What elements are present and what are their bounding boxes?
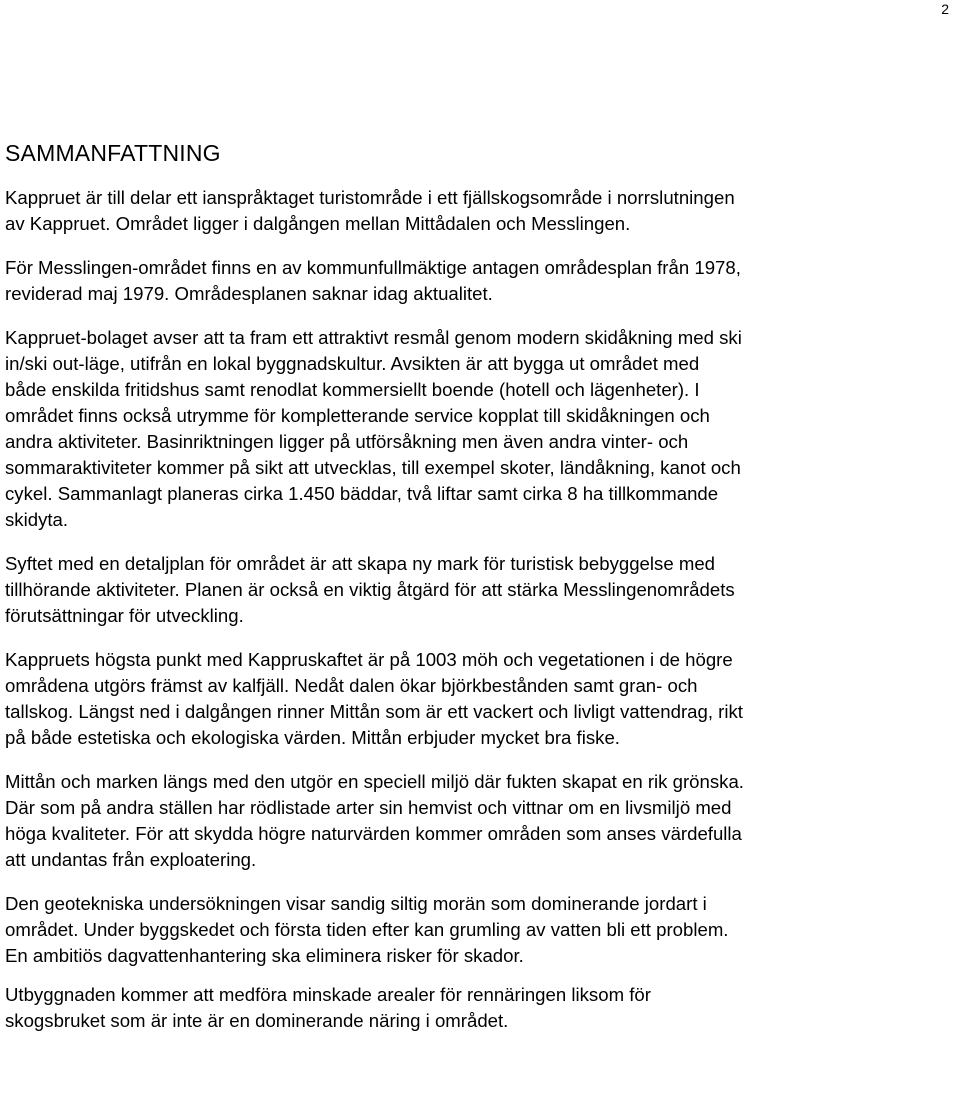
text-line: sommaraktiviteter kommer på sikt att utvecklas, till exempel skoter, ländåkning, kanot och: [5, 457, 741, 478]
page-number: 2: [941, 1, 949, 17]
section-heading: SAMMANFATTNING: [5, 140, 221, 166]
paragraph-development-intent: [5, 325, 955, 533]
text-line: reviderad maj 1979. Områdesplanen saknar idag aktualitet.: [5, 283, 493, 304]
paragraph-vegetation: [5, 647, 955, 751]
text-line: Där som på andra ställen har rödlistade arter sin hemvist och vittnar om en livsmiljö med: [5, 797, 732, 818]
text-line: förutsättningar för utveckling.: [5, 605, 244, 626]
text-line: andra aktiviteter. Basinriktningen ligger på utförsåkning men även andra vinter- och: [5, 431, 689, 452]
text-line: höga kvaliteter. För att skydda högre naturvärden kommer områden som anses värdefulla: [5, 823, 742, 844]
text-line: både enskilda fritidshus samt renodlat kommersiellt boende (hotell och lägenheter). I: [5, 379, 700, 400]
paragraph-purpose: [5, 551, 955, 629]
text-line: Kappruet-bolaget avser att ta fram ett attraktivt resmål genom modern skidåkning med ski: [5, 327, 742, 348]
text-line: området finns också utrymme för kompletterande service kopplat till skidåkningen och: [5, 405, 710, 426]
text-line: in/ski out-läge, utifrån en lokal byggnadskultur. Avsikten är att bygga ut området med: [5, 353, 700, 374]
paragraph-nature-values: [5, 769, 955, 873]
text-line: Den geotekniska undersökningen visar sandig siltig morän som dominerande jordart i: [5, 893, 707, 914]
text-line: Utbyggnaden kommer att medföra minskade arealer för rennäringen liksom för: [5, 984, 651, 1005]
text-line: För Messlingen-området finns en av kommunfullmäktige antagen områdesplan från 1978,: [5, 257, 741, 278]
text-line: cykel. Sammanlagt planeras cirka 1.450 bäddar, två liftar samt cirka 8 ha tillkommande: [5, 483, 719, 504]
text-line: av Kappruet. Området ligger i dalgången mellan Mittådalen och Messlingen.: [5, 213, 631, 234]
text-line: området. Under byggskedet och första tiden efter kan grumling av vatten bli ett problem.: [5, 919, 729, 940]
text-line: Syftet med en detaljplan för området är att skapa ny mark för turistisk bebyggelse med: [5, 553, 716, 574]
document-body: [5, 137, 955, 1052]
text-line: skidyta.: [5, 509, 69, 530]
paragraph-reindeer-forestry: [5, 982, 955, 1034]
text-line: områdena utgörs främst av kalfjäll. Nedåt dalen ökar björkbestånden samt gran- och: [5, 675, 698, 696]
text-line: En ambitiös dagvattenhantering ska eliminera risker för skador.: [5, 945, 524, 966]
text-line: Kappruet är till delar ett ianspråktaget turistområde i ett fjällskogsområde i norrslutningen: [5, 187, 735, 208]
text-line: tillhörande aktiviteter. Planen är också en viktig åtgärd för att stärka Messlingenområdets: [5, 579, 735, 600]
paragraph-area-plan: [5, 255, 955, 307]
text-line: Kappruets högsta punkt med Kappruskaftet är på 1003 möh och vegetationen i de högre: [5, 649, 733, 670]
text-line: Mittån och marken längs med den utgör en speciell miljö där fukten skapat en rik grönska.: [5, 771, 744, 792]
text-line: tallskog. Längst ned i dalgången rinner Mittån som är ett vackert och livligt vattendrag, rikt: [5, 701, 743, 722]
paragraph-location: [5, 185, 955, 237]
text-line: att undantas från exploatering.: [5, 849, 257, 870]
text-line: på både estetiska och ekologiska värden. Mittån erbjuder mycket bra fiske.: [5, 727, 620, 748]
paragraph-geotechnical: [5, 891, 955, 969]
text-line: skogsbruket som är inte är en dominerande näring i området.: [5, 1010, 509, 1031]
